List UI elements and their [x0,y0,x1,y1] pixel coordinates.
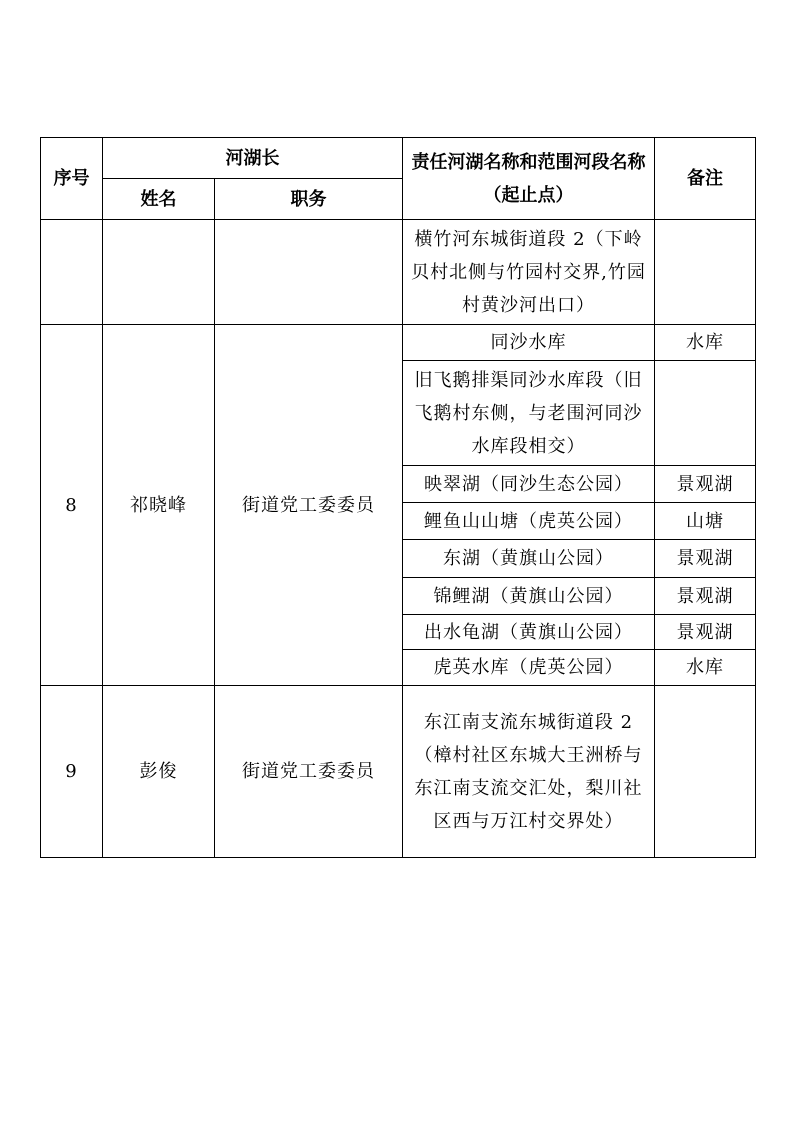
seq-cell: 9 [41,686,103,858]
table-row [41,220,756,325]
river-cell: 旧飞鹅排渠同沙水库段（旧飞鹅村东侧，与老围河同沙水库段相交） [403,361,655,466]
position-cell: 街道党工委委员 [215,686,403,858]
name-cell [103,220,215,325]
remark-cell [655,220,756,325]
seq-cell [41,220,103,325]
river-cell: 东江南支流东城街道段 2（樟村社区东城大王洲桥与东江南支流交汇处，梨川社区西与万江村交界处） [403,686,655,858]
header-seq: 序号 [41,138,103,220]
header-remark: 备注 [655,138,756,220]
remark-cell [655,361,756,466]
river-cell: 出水龟湖（黄旗山公园） [403,615,655,650]
header-river: 责任河湖名称和范围河段名称（起止点） [403,138,655,220]
seq-cell: 8 [41,325,103,686]
position-cell [215,220,403,325]
remark-cell: 景观湖 [655,540,756,578]
header-chief: 河湖长 [103,138,403,179]
remark-cell [655,686,756,858]
river-chief-table [40,137,756,858]
name-cell: 彭俊 [103,686,215,858]
remark-cell: 景观湖 [655,578,756,615]
river-cell: 虎英水库（虎英公园） [403,650,655,686]
table-row [41,686,756,858]
remark-cell: 山塘 [655,503,756,540]
river-cell: 东湖（黄旗山公园） [403,540,655,578]
name-cell: 祁晓峰 [103,325,215,686]
river-cell: 鲤鱼山山塘（虎英公园） [403,503,655,540]
table-row [41,325,756,361]
river-cell: 同沙水库 [403,325,655,361]
river-cell: 映翠湖（同沙生态公园） [403,466,655,503]
remark-cell: 水库 [655,325,756,361]
remark-cell: 景观湖 [655,466,756,503]
river-cell: 锦鲤湖（黄旗山公园） [403,578,655,615]
header-position: 职务 [215,179,403,220]
position-cell: 街道党工委委员 [215,325,403,686]
remark-cell: 景观湖 [655,615,756,650]
remark-cell: 水库 [655,650,756,686]
header-name: 姓名 [103,179,215,220]
river-cell: 横竹河东城街道段 2（下岭贝村北侧与竹园村交界,竹园村黄沙河出口） [403,220,655,325]
